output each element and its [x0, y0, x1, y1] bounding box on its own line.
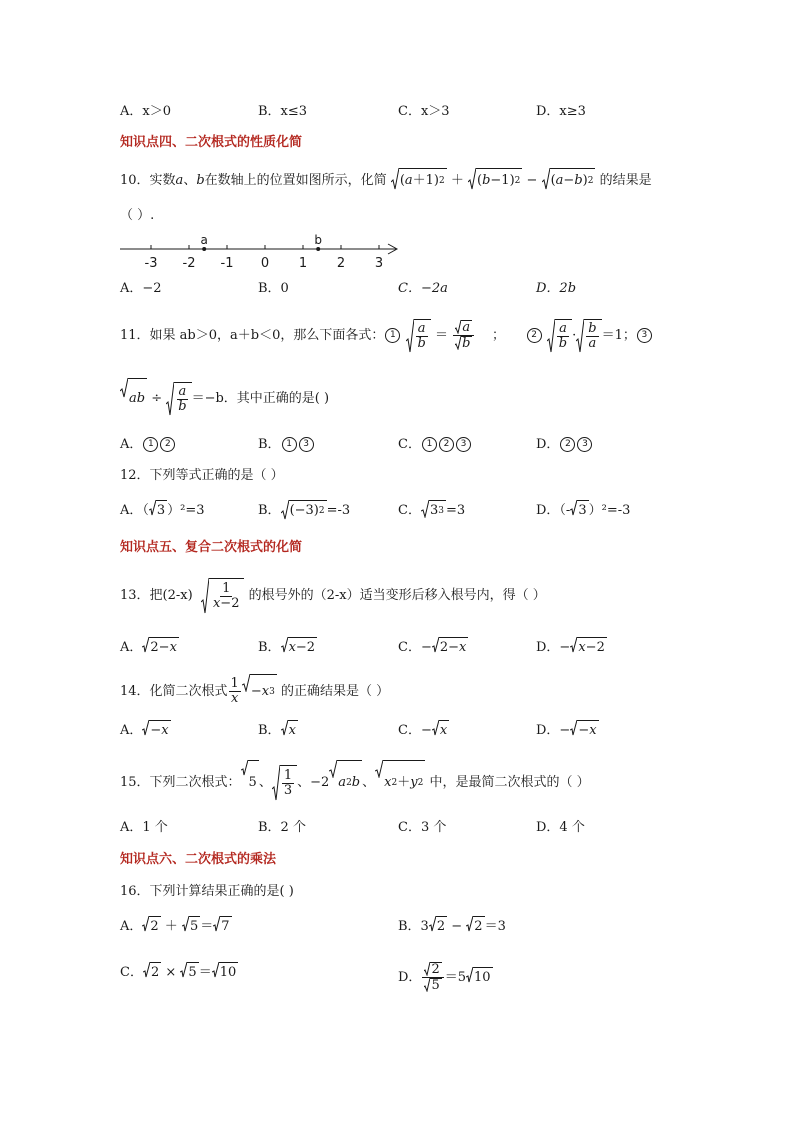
- q9-option-c: C．x＞3: [398, 104, 450, 119]
- q10-sep: 、: [183, 173, 197, 188]
- q13-option-b: B． x −2: [258, 637, 317, 658]
- var-a: a: [175, 173, 184, 188]
- q10-middle: 在数轴上的位置如图所示，化简: [204, 173, 387, 188]
- number-line-point-b: [316, 247, 320, 251]
- number-line-tick-label: -2: [182, 256, 196, 271]
- q10-option-a: A．−2: [120, 281, 162, 296]
- q15-option-a: A．1 个: [120, 820, 168, 835]
- q16-option-c: C． 2 × 5 ＝ 10: [120, 962, 238, 983]
- q13-suffix: 的根号外的（2-x）适当变形后移入根号内，得（ ）: [248, 588, 546, 603]
- q10-option-c: C．−2a: [398, 281, 448, 296]
- number-line-tick-label: 1: [298, 256, 308, 271]
- radical: ( b −1) 2: [468, 168, 522, 193]
- q11-option-b: B． 1 3: [258, 435, 315, 455]
- question-13: 13．把(2-x) $\frac{1}{x-2}$ 的根号外的（2-x）适当变形后移入根号内，得（ ）: [120, 574, 546, 618]
- q12-option-a: A．（ 3 ）²=3: [120, 500, 205, 521]
- q9-options: [0, 102, 794, 122]
- question-10: 10．实数a、b在数轴上的位置如图所示，化简 ( a ＋1) 2 ＋ ( b −1) 2 − ( a − b ) 2 的结果是: [120, 168, 652, 193]
- q12-options: [0, 500, 794, 524]
- number-line-point-a: [202, 247, 206, 251]
- q10-option-b: B．0: [258, 281, 289, 296]
- q9-option-b: B．x≤3: [258, 104, 308, 119]
- number-line-tick-label: 2: [336, 256, 346, 271]
- q10-prefix: 10．实数: [120, 173, 176, 188]
- q16-option-b: B．3 2 − 2 ＝3: [398, 916, 506, 937]
- q11-sep: ；: [491, 328, 505, 343]
- q13-option-d: D．− x −2: [536, 637, 607, 658]
- q15-option-c: C．3 个: [398, 820, 447, 835]
- q10-option-d: D．2b: [536, 281, 577, 296]
- number-line-point-label: a: [200, 233, 208, 247]
- q14-options: [0, 720, 794, 742]
- q14-prefix: 14．化简二次根式: [120, 684, 228, 699]
- q13-options: [0, 637, 794, 659]
- q13-option-c: C．− 2− x: [398, 637, 468, 658]
- q9-option-d: D．x≥3: [536, 104, 586, 119]
- section-heading-6: 知识点六、二次根式的乘法: [120, 852, 277, 867]
- q13-prefix: 13．把(2-x): [120, 588, 193, 603]
- var-b: b: [196, 173, 205, 188]
- q16-option-a: A． 2 ＋ 5 ＝ 7: [120, 916, 232, 937]
- number-line-tick-label: -3: [144, 256, 158, 271]
- q9-option-a: A．x＞0: [120, 104, 171, 119]
- question-11-line2: ab ÷ $\frac{a}{b}$ ＝−b．其中正确的是( ): [120, 378, 329, 419]
- q12-option-c: C． 3 3 =3: [398, 500, 465, 521]
- q11-option-a: A． 1 2: [120, 435, 176, 455]
- q11-option-c: C． 1 2 3: [398, 435, 472, 455]
- q16-options-row2: [0, 962, 794, 1006]
- q11-options: [0, 435, 794, 455]
- radical: ( a ＋1) 2: [391, 168, 447, 193]
- number-line-tick-label: 3: [374, 256, 384, 271]
- q14-option-d: D．− − x: [536, 720, 599, 741]
- q11-option-d: D． 2 3: [536, 435, 593, 455]
- number-line-point-label: b: [314, 233, 323, 247]
- q13-option-a: A． 2− x: [120, 637, 179, 658]
- number-line: [120, 233, 410, 273]
- q12-option-d: D．（- 3 ）²=-3: [536, 500, 630, 521]
- q14-option-c: C．− x: [398, 720, 449, 741]
- q12-option-b: B． (−3) 2 =-3: [258, 500, 350, 521]
- q10-paren: （ ）.: [120, 208, 155, 223]
- q15-suffix: 中，是最简二次根式的（ ）: [429, 775, 590, 790]
- circled-1: 1: [385, 328, 400, 343]
- question-15: 15．下列二次根式： 5 、 $\frac{1}{3}$ 、−2 a 2 b 、 x 2 ＋ y 2 中，是最简二次根式的（ ）: [120, 760, 590, 805]
- q15-prefix: 15．下列二次根式：: [120, 775, 241, 790]
- number-line-tick-label: 0: [260, 256, 270, 271]
- q14-option-a: A． − x: [120, 720, 171, 741]
- question-12: 12．下列等式正确的是（ ）: [120, 468, 284, 483]
- q11-tail: ＝−b．其中正确的是( ): [191, 391, 330, 406]
- q10-options: [0, 279, 794, 299]
- circled-2: 2: [527, 328, 542, 343]
- question-11: 11．如果 ab＞0，a＋b＜0，那么下面各式： 1 $\frac{a}{b}$ ＝ $\frac{a}{b}$ ； 2 $\frac{a}{b}$ · $\frac{b}{a}$ ＝1； 3: [120, 316, 653, 356]
- q11-eq2: ＝1；: [601, 328, 636, 343]
- q16-option-d: D． $\frac{2}{5}$ ＝5 10: [398, 962, 491, 993]
- q10-suffix: 的结果是: [599, 173, 652, 188]
- q16-options-row1: [0, 916, 794, 940]
- section-heading-4: 知识点四、二次根式的性质化简: [120, 135, 303, 150]
- q15-option-b: B．2 个: [258, 820, 306, 835]
- question-14: 14．化简二次根式 $\frac{1}{x}$ − x 3 的正确结果是（ ）: [120, 674, 389, 709]
- question-16: 16．下列计算结果正确的是( ): [120, 884, 294, 899]
- number-line-tick-label: -1: [220, 256, 234, 271]
- q11-prefix: 11．如果 ab＞0，a＋b＜0，那么下面各式：: [120, 328, 385, 343]
- section-heading-5: 知识点五、复合二次根式的化简: [120, 540, 303, 555]
- radical: ( a − b ) 2: [542, 168, 596, 193]
- q14-option-b: B． x: [258, 720, 298, 741]
- q15-options: [0, 818, 794, 838]
- q15-option-d: D．4 个: [536, 820, 585, 835]
- circled-3: 3: [637, 328, 652, 343]
- q14-suffix: 的正确结果是（ ）: [280, 684, 390, 699]
